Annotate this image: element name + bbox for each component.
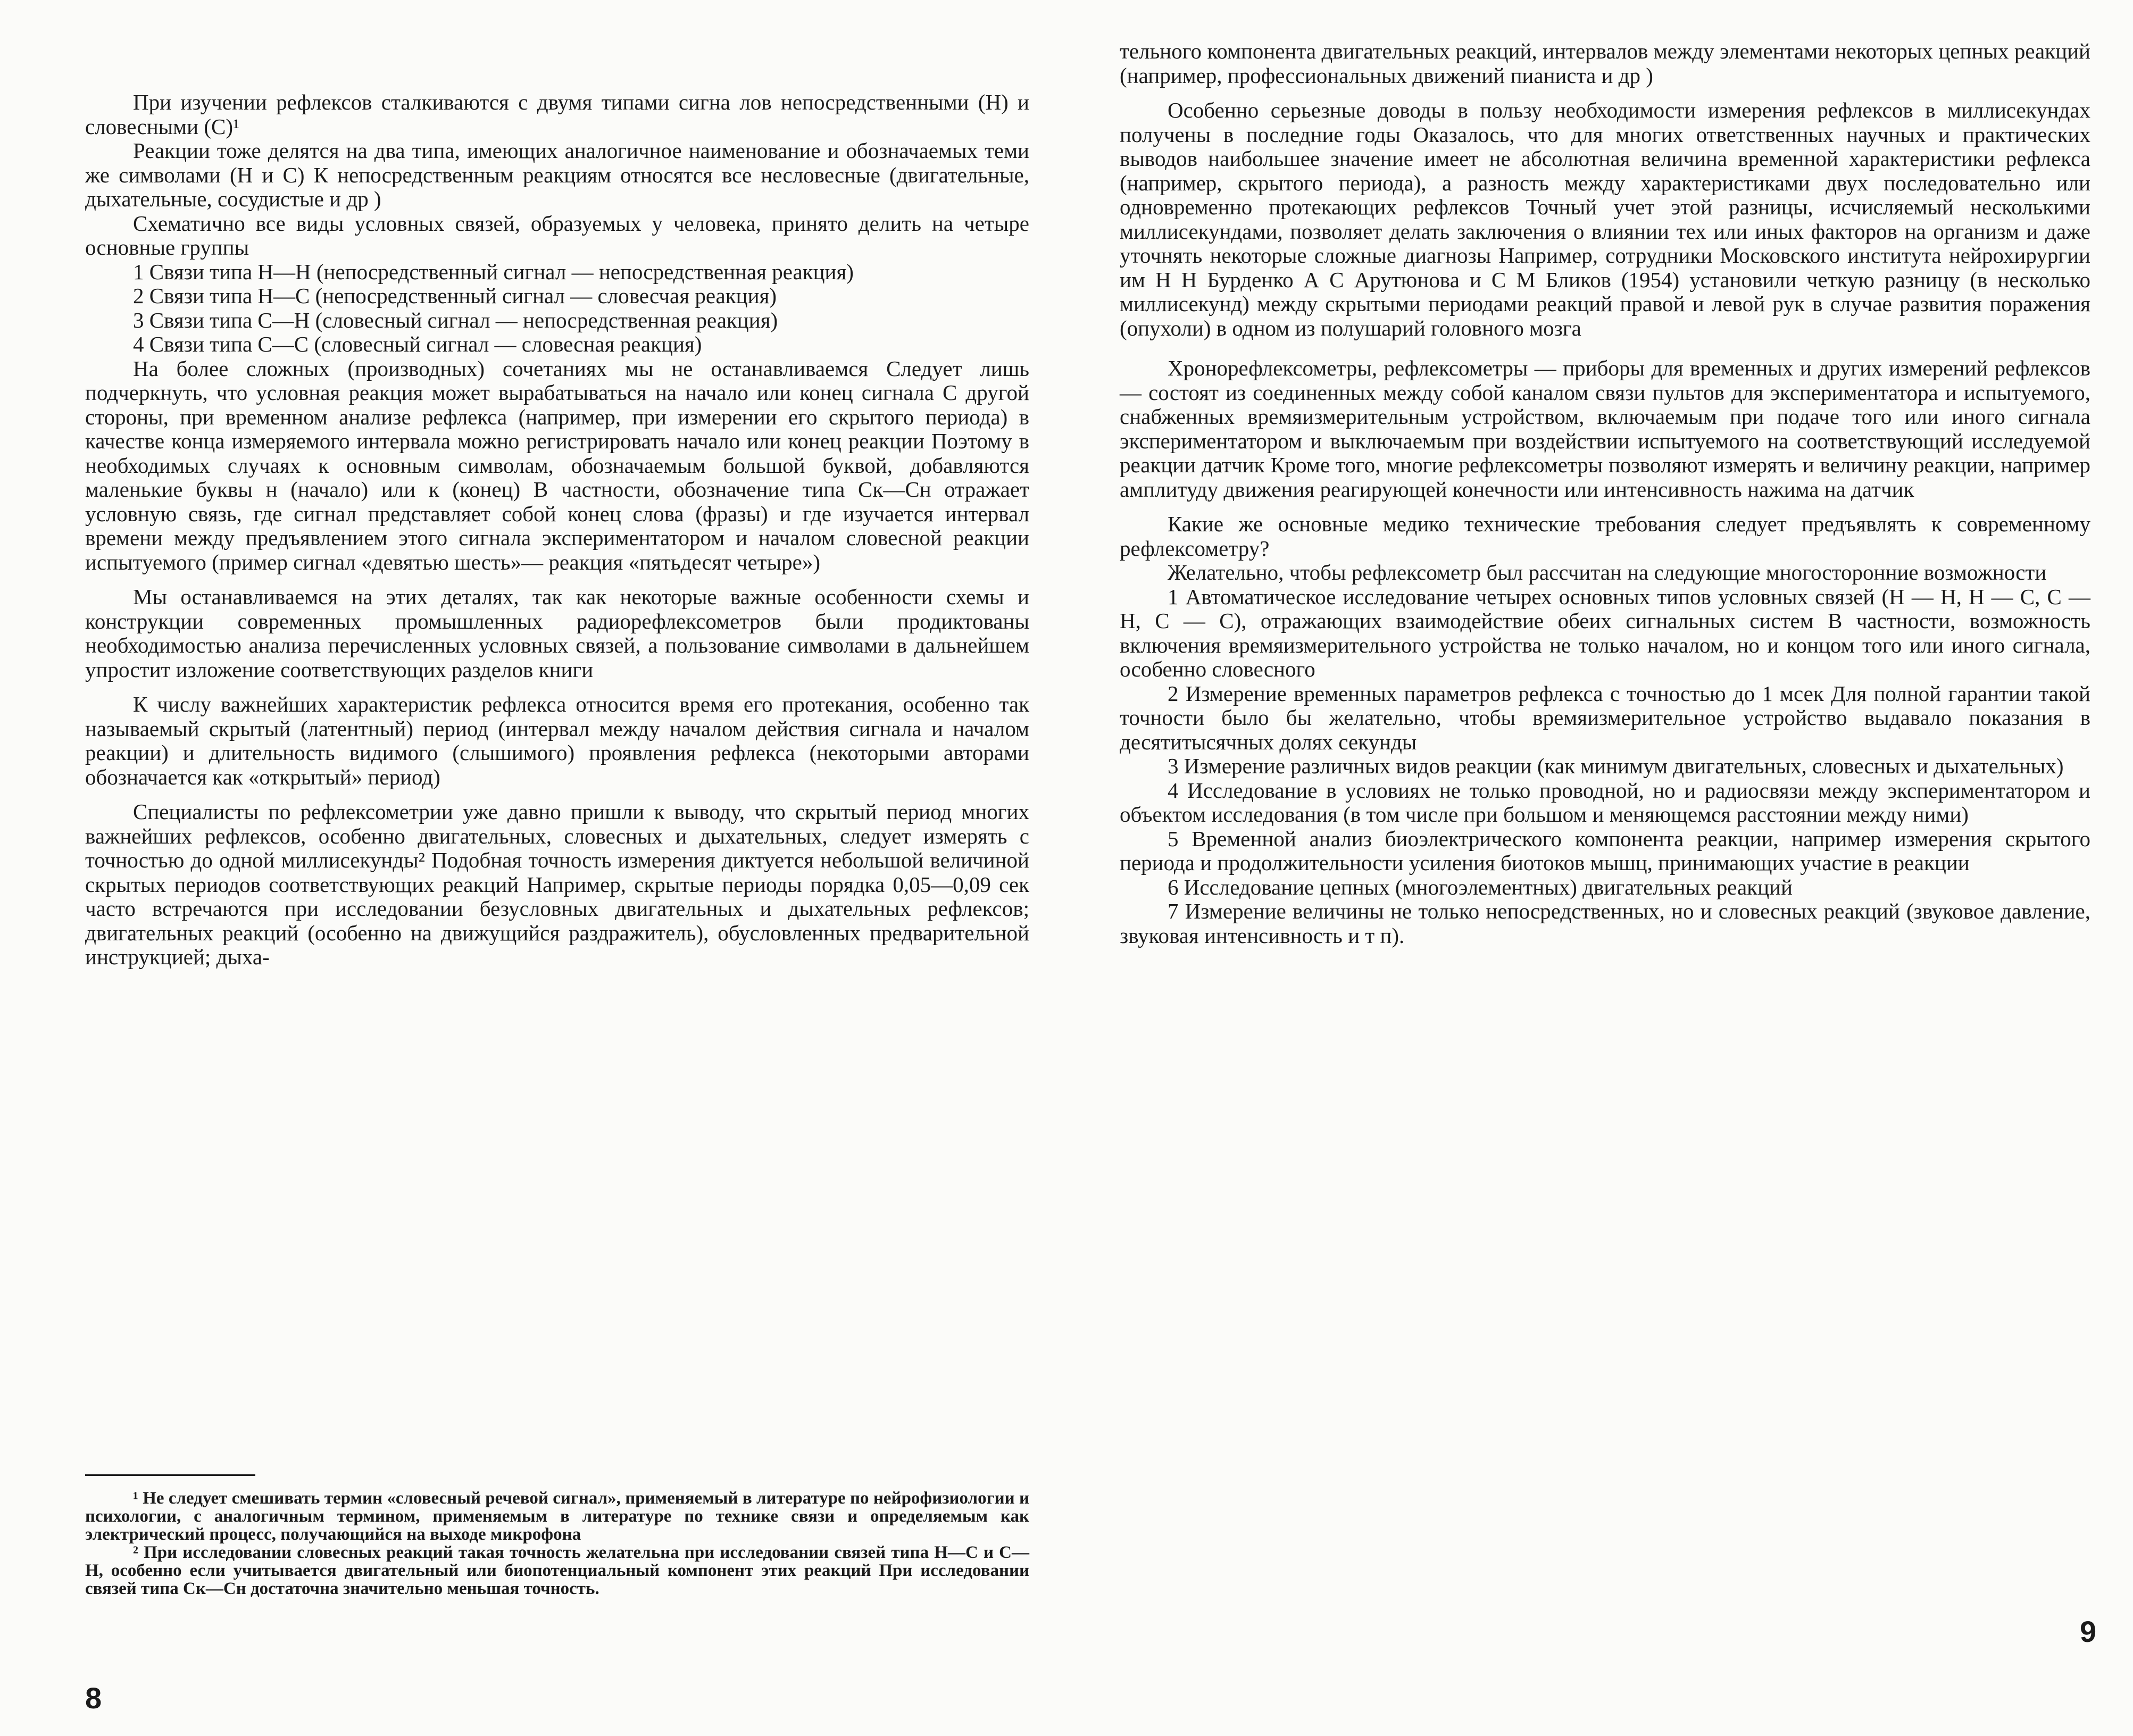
footnote: ¹ Не следует смешивать термин «словесный речевой сигнал», применяемый в литературе по нейрофизиологии и психологии, с аналогичным термином, применяемым в литературе по технике связи и определяемым как электрический процесс, получающийся на выходе микрофона [85,1489,1029,1544]
list-item: 4 Исследование в условиях не только проводной, но и радиосвязи между экспериментатором и объектом исследования (в том числе при большом и меняющемся расстоянии между ними) [1120,778,2090,827]
paragraph: Какие же основные медико технические требования следует предъявлять к современному рефлексометру? [1120,512,2090,561]
paragraph: При изучении рефлексов сталкиваются с двумя типами сигна лов непосредственными (Н) и словесными (С)¹ [85,90,1029,139]
list-item: 5 Временной анализ биоэлектрического компонента реакции, например измерения скрытого периода и продолжительности усиления биотоков мышц, принимающих участие в реакции [1120,826,2090,875]
paragraph: На более сложных (производных) сочетаниях мы не останавливаемся Следует лишь подчеркнуть, что условная реакция может вырабатываться на начало или конец сигнала С другой стороны, при временном анализе рефлекса (например, при измерении его скрытого периода) в качестве конца измеряемого интервала можно регистрировать начало или конец реакции Поэтому в необходимых случаях к основным символам, обозначаемым большой буквой, добавляются маленькие буквы н (начало) или к (конец) В частности, обозначение типа Ск—Сн отражает условную связь, где сигнал представляет собой конец слова (фразы) и где изучается интервал времени между предъявлением этого сигнала экспериментатором и началом словесной реакции испытуемого (пример сигнал «девятью шесть»— реакция «пятьдесят четыре») [85,356,1029,574]
list-item: 1 Связи типа Н—Н (непосредственный сигнал — непосредственная реакция) [133,259,854,284]
paragraph: Мы останавливаемся на этих деталях, так как некоторые важные особенности схемы и конструкции современных промышленных радиорефлексометров были продиктованы необходимостью анализа перечисленных условных связей, а пользование символами в дальнейшем упростит изложение соответствующих разделов книги [85,585,1029,682]
paragraph: Реакции тоже делятся на два типа, имеющих аналогичное наименование и обозначаемых теми же символами (Н и С) К непосредственным реакциям относятся все несловесные (двигательные, дыхательные, сосудистые и др ) [85,138,1029,211]
paragraph: К числу важнейших характеристик рефлекса относится время его протекания, особенно так называемый скрытый (латентный) период (интервал между началом действия сигнала и началом реакции) и длительность видимого (слышимого) проявления рефлекса (некоторыми авторами обозначается как «открытый» период) [85,692,1029,789]
list-item: 3 Измерение различных видов реакции (как минимум двигательных, словесных и дыхательных) [1168,754,2064,778]
left-page [0,0,1066,1736]
list-item: 4 Связи типа С—С (словесный сигнал — словесная реакция) [133,332,702,356]
paragraph: тельного компонента двигательных реакций, интервалов между элементами некоторых цепных реакций (например, профессиональных движений пианиста и др ) [1120,39,2090,88]
footnotes [85,1489,1029,1598]
paragraph: Специалисты по рефлексометрии уже давно пришли к выводу, что скрытый период многих важнейших рефлексов, особенно двигательных, словесных и дыхательных, следует измерять с точностью до одной миллисекунды² Подобная точность измерения диктуется небольшой величиной скрытых периодов соответствующих реакций Например, скрытые периоды порядка 0,05—0,09 сек часто встречаются при исследовании безусловных двигательных и дыхательных рефлексов; двигательных реакций (особенно на движущийся раздражитель), обусловленных предварительной инструкцией; дыха- [85,799,1029,969]
list-item: 3 Связи типа С—Н (словесный сигнал — непосредственная реакция) [133,307,778,332]
left-page-body [85,90,1029,970]
list-item: 6 Исследование цепных (многоэлементных) двигательных реакций [1168,874,1793,899]
list-item: 2 Связи типа Н—С (непосредственный сигнал — словесчая реакция) [133,283,777,308]
right-page [1066,0,2133,1736]
page-number: 9 [2080,1615,2097,1648]
paragraph: Желательно, чтобы рефлексометр был рассчитан на следующие многосторонние возможности [1168,560,2047,585]
footnote-divider [85,1474,255,1476]
paragraph: Особенно серьезные доводы в пользу необходимости измерения рефлексов в миллисекундах получены в последние годы Оказалось, что для многих ответственных научных и практических выводов наибольшее значение имеет не абсолютная величина временной характеристики рефлекса (например, скрытого периода), а разность между характеристиками двух последовательно или одновременно протекающих рефлексов Точный учет этой разницы, исчисляемый несколькими миллисекундами, позволяет делать заключения о влиянии тех или иных факторов на организм и даже уточнять некоторые сложные диагнозы Например, сотрудники Московского института нейрохирургии им Н Н Бурденко А С Арутюнова и С М Бликов (1954) установили четкую разницу (в несколько миллисекунд) между скрытыми периодами реакций правой и левой рук в случае развития поражения (опухоли) в одном из полушарий головного мозга [1120,98,2090,340]
list-item: 2 Измерение временных параметров рефлекса с точностью до 1 мсек Для полной гарантии такой точности было бы желательно, чтобы времяизмерительное устройство выдавало показания в десятитысячных долях секунды [1120,681,2090,754]
list-item: 1 Автоматическое исследование четырех основных типов условных связей (Н — Н, Н — С, С — Н, С — С), отражающих взаимодействие обеих сигнальных систем В частности, возможность включения времяизмерительного устройства не только началом, но и концом того или иного сигнала, особенно словесного [1120,584,2090,681]
footnote: ² При исследовании словесных реакций такая точность желательна при исследовании связей типа Н—С и С—Н, особенно если учитывается двигательный или биопотенциальный компонент этих реакций При исследовании связей типа Ск—Сн достаточна значительно меньшая точность. [85,1543,1029,1598]
paragraph: Хронорефлексометры, рефлексометры — приборы для временных и других измерений рефлексов — состоят из соединенных между собой каналом связи пультов для экспериментатора и испытуемого, снабженных времяизмерительным устройством, включаемым при подаче того или иного сигнала экспериментатором и выключаемым при воздействии испытуемого на соответствующий исследуемой реакции датчик Кроме того, многие рефлексометры позволяют измерять и величину реакции, например амплитуду движения реагирующей конечности или интенсивность нажима на датчик [1120,356,2090,502]
page-number: 8 [85,1681,102,1715]
right-page-body [1120,39,2090,948]
paragraph: Схематично все виды условных связей, образуемых у человека, принято делить на четыре основные группы [85,211,1029,260]
list-item: 7 Измерение величины не только непосредственных, но и словесных реакций (звуковое давление, звуковая интенсивность и т п). [1120,899,2090,948]
